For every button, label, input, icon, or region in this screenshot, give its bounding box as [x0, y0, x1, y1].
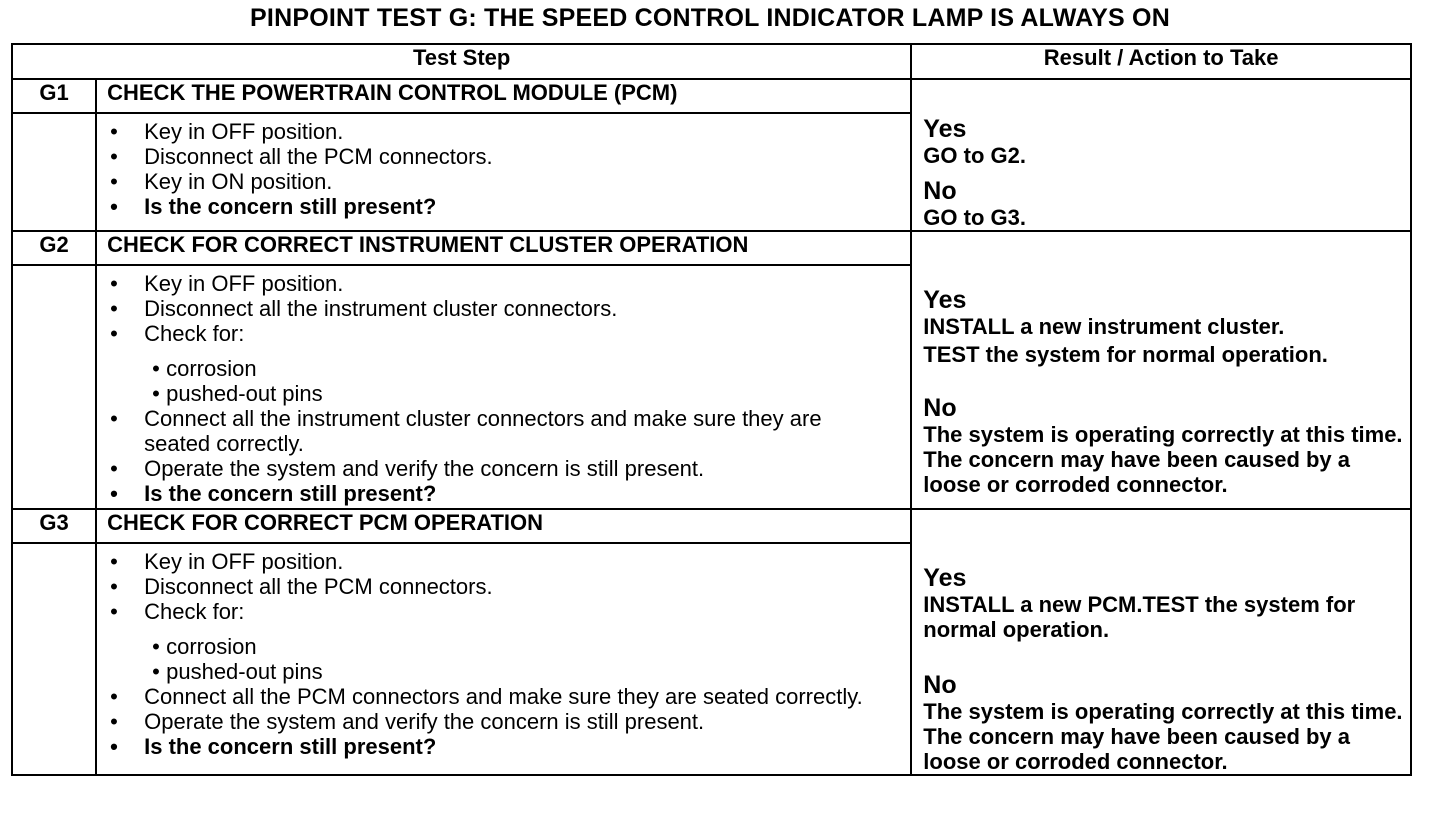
- header-result: Result / Action to Take: [911, 44, 1411, 79]
- step-id-spacer: [12, 265, 96, 509]
- step-row-g1: [12, 79, 1411, 113]
- no-action: The system is operating correctly at this time. The concern may have been caused by a loose or corroded connector.: [923, 699, 1403, 774]
- header-test-step: Test Step: [12, 44, 911, 79]
- yes-action: GO to G2.: [923, 143, 1026, 168]
- sub-list-item: • corrosion: [97, 356, 910, 381]
- list-item: • Key in OFF position.: [97, 271, 910, 296]
- step-content: [96, 543, 911, 775]
- list-item: • Connect all the instrument cluster connectors and make sure they are seated correctly.: [97, 406, 910, 456]
- yes-label: Yes: [923, 115, 967, 143]
- no-action: GO to G3.: [923, 205, 1026, 230]
- step-content: [96, 265, 911, 509]
- list-item: • Disconnect all the PCM connectors.: [97, 574, 910, 599]
- sub-list-item: • pushed-out pins: [97, 659, 910, 684]
- result-cell-g2: [911, 231, 1411, 509]
- step-id: G3: [12, 509, 96, 543]
- table-header-row: [12, 44, 1411, 79]
- instruction-list: [97, 119, 910, 219]
- list-item: • Operate the system and verify the concern is still present.: [97, 456, 910, 481]
- step-id-spacer: [12, 113, 96, 231]
- yes-action-1: INSTALL a new instrument cluster.: [923, 314, 1285, 339]
- no-label: No: [923, 177, 957, 205]
- list-item: • Key in OFF position.: [97, 119, 910, 144]
- pinpoint-test-table: [11, 43, 1412, 776]
- sub-list-item: • corrosion: [97, 634, 910, 659]
- result-cell-g3: [911, 509, 1411, 775]
- yes-label: Yes: [923, 564, 967, 592]
- sub-list-item: • pushed-out pins: [97, 381, 910, 406]
- step-id: G2: [12, 231, 96, 265]
- step-id-spacer: [12, 543, 96, 775]
- list-item: • Disconnect all the instrument cluster connectors.: [97, 296, 910, 321]
- question-item: • Is the concern still present?: [97, 734, 910, 759]
- list-item: • Check for:: [97, 599, 910, 624]
- list-item: • Connect all the PCM connectors and make sure they are seated correctly.: [97, 684, 910, 709]
- step-title: CHECK THE POWERTRAIN CONTROL MODULE (PCM): [96, 79, 911, 113]
- yes-label: Yes: [923, 286, 967, 314]
- step-title: CHECK FOR CORRECT PCM OPERATION: [96, 509, 911, 543]
- step-title: CHECK FOR CORRECT INSTRUMENT CLUSTER OPERATION: [96, 231, 911, 265]
- instruction-list: [97, 271, 910, 506]
- list-item: • Check for:: [97, 321, 910, 346]
- no-label: No: [923, 394, 957, 422]
- question-item: • Is the concern still present?: [97, 194, 910, 219]
- question-item: • Is the concern still present?: [97, 481, 910, 506]
- instruction-list: [97, 549, 910, 759]
- result-cell-g1: [911, 79, 1411, 231]
- list-item: • Operate the system and verify the concern is still present.: [97, 709, 910, 734]
- step-id: G1: [12, 79, 96, 113]
- list-item: • Disconnect all the PCM connectors.: [97, 144, 910, 169]
- no-action: The system is operating correctly at this time. The concern may have been caused by a loose or corroded connector.: [923, 422, 1403, 497]
- list-item: • Key in ON position.: [97, 169, 910, 194]
- list-item: • Key in OFF position.: [97, 549, 910, 574]
- page-title: PINPOINT TEST G: THE SPEED CONTROL INDICATOR LAMP IS ALWAYS ON: [250, 4, 1170, 32]
- step-row-g3: [12, 509, 1411, 543]
- yes-action: INSTALL a new PCM.TEST the system for normal operation.: [923, 592, 1356, 642]
- yes-action-2: TEST the system for normal operation.: [923, 342, 1328, 367]
- step-row-g2: [12, 231, 1411, 265]
- step-content: [96, 113, 911, 231]
- no-label: No: [923, 671, 957, 699]
